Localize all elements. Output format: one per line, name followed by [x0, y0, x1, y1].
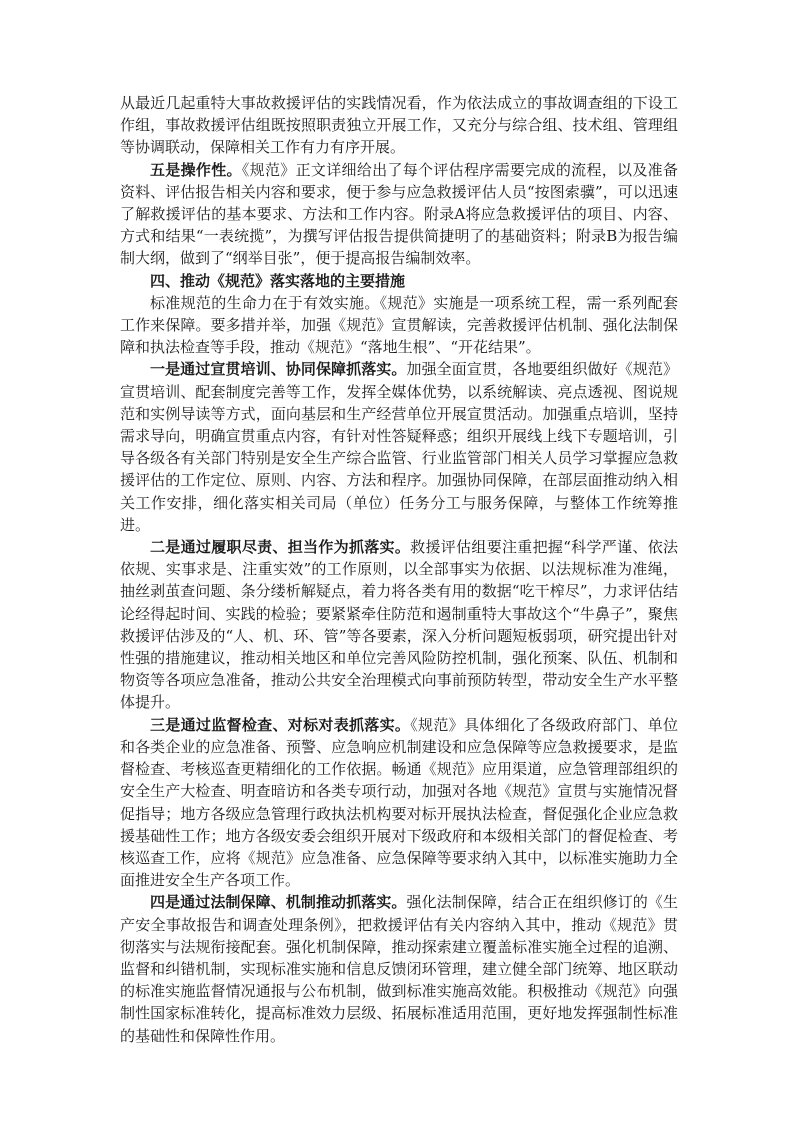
paragraph-measure-3 [120, 714, 678, 892]
paragraph-lead: 五是操作性。 [150, 160, 242, 179]
paragraph-text: 《规范》正文详细给出了每个评估程序需要完成的流程，以及准备资料、评估报告相关内容和要求，便于参与应急救援评估人员“按图索骥”，可以迅速了解救援评估的基本要求、方法和工作内容。附录A将应急救援评估的项目、内容、方式和结果“一表统揽”，为撰写评估报告提供简捷明了的基础资料；附录B为报告编制大纲，做到了“纲举目张”，便于提高报告编制效率。 [120, 160, 678, 268]
paragraph-section-intro [120, 292, 678, 359]
paragraph-lead: 一是通过宣贯培训、协同保障抓落实。 [150, 360, 407, 379]
paragraph-lead: 四是通过法制保障、机制推动抓落实。 [150, 893, 407, 912]
paragraph-lead: 三是通过监督检查、对标对表抓落实。 [150, 715, 411, 734]
paragraph-text: 从最近几起重特大事故救援评估的实践情况看，作为依法成立的事故调查组的下设工作组，事故救援评估组既按照职责独立开展工作，又充分与综合组、技术组、管理组等协调联动，保障相关工作有力有序开展。 [120, 94, 678, 157]
paragraph-text: 强化法制保障，结合正在组织修订的《生产安全事故报告和调查处理条例》，把救援评估有关内容纳入其中，推动《规范》贯彻落实与法规衔接配套。强化机制保障，推动探索建立覆盖标准实施全过程的追溯、监督和纠错机制，实现标准实施和信息反馈闭环管理，建立健全部门统筹、地区联动的标准实施监督情况通报与公布机制，做到标准实施高效能。积极推动《规范》向强制性国家标准转化，提高标准效力层级、拓展标准适用范围，更好地发挥强制性标准的基础性和保障性作用。 [120, 893, 678, 1045]
document-page [120, 92, 678, 1047]
paragraph-text: 标准规范的生命力在于有效实施。《规范》实施是一项系统工程，需一系列配套工作来保障。要多措并举，加强《规范》宣贯解读，完善救援评估机制、强化法制保障和执法检查等手段，推动《规范》“落地生根”、“开花结果”。 [120, 293, 678, 357]
paragraph-operability [120, 159, 678, 270]
paragraph-intro [120, 92, 678, 159]
paragraph-text: 救援评估组要注重把握“科学严谨、依法依规、实事求是、注重实效”的工作原则，以全部事实为依据、以法规标准为准绳，抽丝剥茧查问题、条分缕析解疑点，着力将各类有用的数据“吃干榨尽”，力求评估结论经得起时间、实践的检验；要紧紧牵住防范和遏制重特大事故这个“牛鼻子”，聚焦救援评估涉及的“人、机、环、管”等各要素，深入分析问题短板弱项，研究提出针对性强的措施建议，推动相关地区和单位完善风险防控机制，强化预案、队伍、机制和物资等各项应急准备，推动公共安全治理模式向事前预防转型，带动安全生产水平整体提升。 [120, 538, 678, 712]
paragraph-lead: 二是通过履职尽责、担当作为抓落实。 [150, 538, 411, 557]
paragraph-measure-1 [120, 358, 678, 536]
section-heading: 四、推动《规范》落实落地的主要措施 [150, 271, 406, 290]
paragraph-measure-4 [120, 891, 678, 1046]
paragraph-text: 《规范》具体细化了各级政府部门、单位和各类企业的应急准备、预警、应急响应机制建设和应急保障等应急救援要求，是监督检查、考核巡查更精细化的工作依据。畅通《规范》应用渠道，应急管理部组织的安全生产大检查、明查暗访和各类专项行动，加强对各地《规范》宣贯与实施情况督促指导；地方各级应急管理行政执法机构要对标开展执法检查，督促强化企业应急救援基础性工作；地方各级安委会组织开展对下级政府和本级相关部门的督促检查、考核巡查工作，应将《规范》应急准备、应急保障等要求纳入其中，以标准实施助力全面推进安全生产各项工作。 [120, 715, 678, 890]
paragraph-measure-2 [120, 536, 678, 714]
paragraph-text: 加强全面宣贯，各地要组织做好《规范》宣贯培训、配套制度完善等工作，发挥全媒体优势，以系统解读、亮点透视、图说规范和实例导读等方式，面向基层和生产经营单位开展宣贯活动。加强重点培训，坚持需求导向，明确宣贯重点内容，有针对性答疑释惑；组织开展线上线下专题培训，引导各级各有关部门特别是安全生产综合监管、行业监管部门相关人员学习掌握应急救援评估的工作定位、原则、内容、方法和程序。加强协同保障，在部层面推动纳入相关工作安排，细化落实相关司局（单位）任务分工与服务保障，与整体工作统筹推进。 [120, 360, 678, 534]
